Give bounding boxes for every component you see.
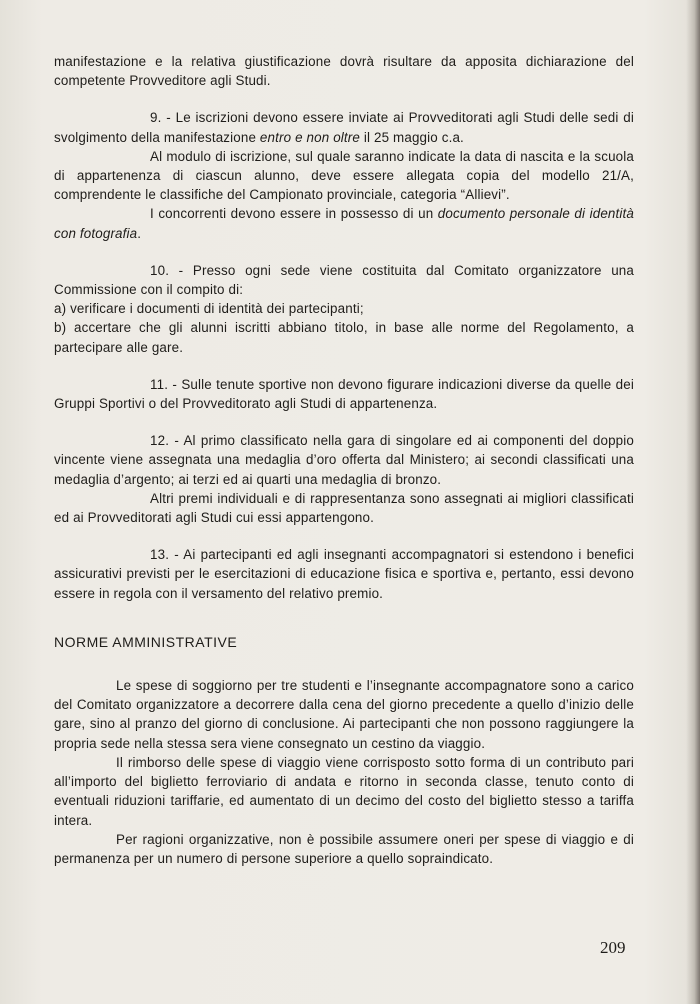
text-run: il 25 maggio c.a. [360,129,464,145]
text-run: . [137,225,142,241]
section-12 [54,431,634,527]
paragraph-13: 13. - Ai partecipanti ed agli insegnanti accompagnatori si estendono i benefici assicurativi previsti per le esercitazioni di educazione fisica e sportiva e, pertanto, essi devono essere in regola con il versamento del relativo premio. [54,547,634,601]
text-run: 9. - Le iscrizioni devono essere inviate ai Provveditorati agli Studi delle sedi di svolgimento della manifestazione [54,110,634,145]
section-10 [54,261,634,357]
paragraph-10b: a) verificare i documenti di identità dei partecipanti; [54,301,364,317]
section-heading: NORME AMMINISTRATIVE [54,633,238,650]
book-spine-shadow [686,0,700,1004]
paragraph-10c: b) accertare che gli alunni iscritti abbiano titolo, in base alle norme del Regolamento, a partecipare alle gare. [54,320,634,355]
section-admin [54,676,634,868]
paragraph-9b: Al modulo di iscrizione, sul quale saranno indicate la data di nascita e la scuola di appartenenza di ciascun alunno, deve essere allegata copia del modello 21/A, comprendente le classifiche del Campionato provinciale, categoria “Allievi”. [54,148,634,203]
body-text [54,52,634,868]
paragraph-11: 11. - Sulle tenute sportive non devono figurare indicazioni diverse da quelle dei Gruppi Sportivi o del Provveditorato agli Studi di appartenenza. [54,376,634,412]
paragraph-9c [54,204,634,242]
section-9 [54,108,634,242]
emphasis-text: documento personale di identità con fotografia [54,206,634,241]
paragraph-9a [54,108,634,146]
page-number: 209 [600,938,626,957]
paragraph-intro: manifestazione e la relativa giustificazione dovrà risultare da apposita dichiarazione del competente Provveditore agli Studi. [54,54,634,89]
text-run: I concorrenti devono essere in possesso di un [150,206,438,222]
emphasis-text: entro e non oltre [259,129,360,145]
paragraph-12b: Altri premi individuali e di rappresentanza sono assegnati ai migliori classificati ed ai Provveditorati agli Studi cui essi appartengono. [54,490,634,526]
paragraph-10a: 10. - Presso ogni sede viene costituita dal Comitato organizzatore una Commissione con il compito di: [54,262,634,298]
paragraph-admin-c: Per ragioni organizzative, non è possibile assumere oneri per spese di viaggio e di permanenza per un numero di persone superiore a quello sopraindicato. [54,831,634,866]
paragraph-admin-b: Il rimborso delle spese di viaggio viene corrisposto sotto forma di un contributo pari all’importo del biglietto ferroviario di andata e ritorno in seconda classe, tenuto conto di eventuali riduzioni tariffarie, ed aumentato di un decimo del costo del biglietto stesso a tariffa intera. [54,754,634,828]
paragraph-12a: 12. - Al primo classificato nella gara di singolare ed ai componenti del doppio vincente viene assegnata una medaglia d’oro offerta dal Ministero; ai secondi classificati una medaglia d’argento; ai terzi ed ai quarti una medaglia di bronzo. [54,433,634,487]
paragraph-admin-a: Le spese di soggiorno per tre studenti e l’insegnante accompagnatore sono a carico del Comitato organizzatore a decorrere dalla cena del giorno precedente a quello d’inizio delle gare, sino al pranzo del giorno di conclusione. Ai partecipanti che non possono raggiungere la propria sede nella stessa sera viene consegnato un cestino da viaggio. [54,678,634,751]
